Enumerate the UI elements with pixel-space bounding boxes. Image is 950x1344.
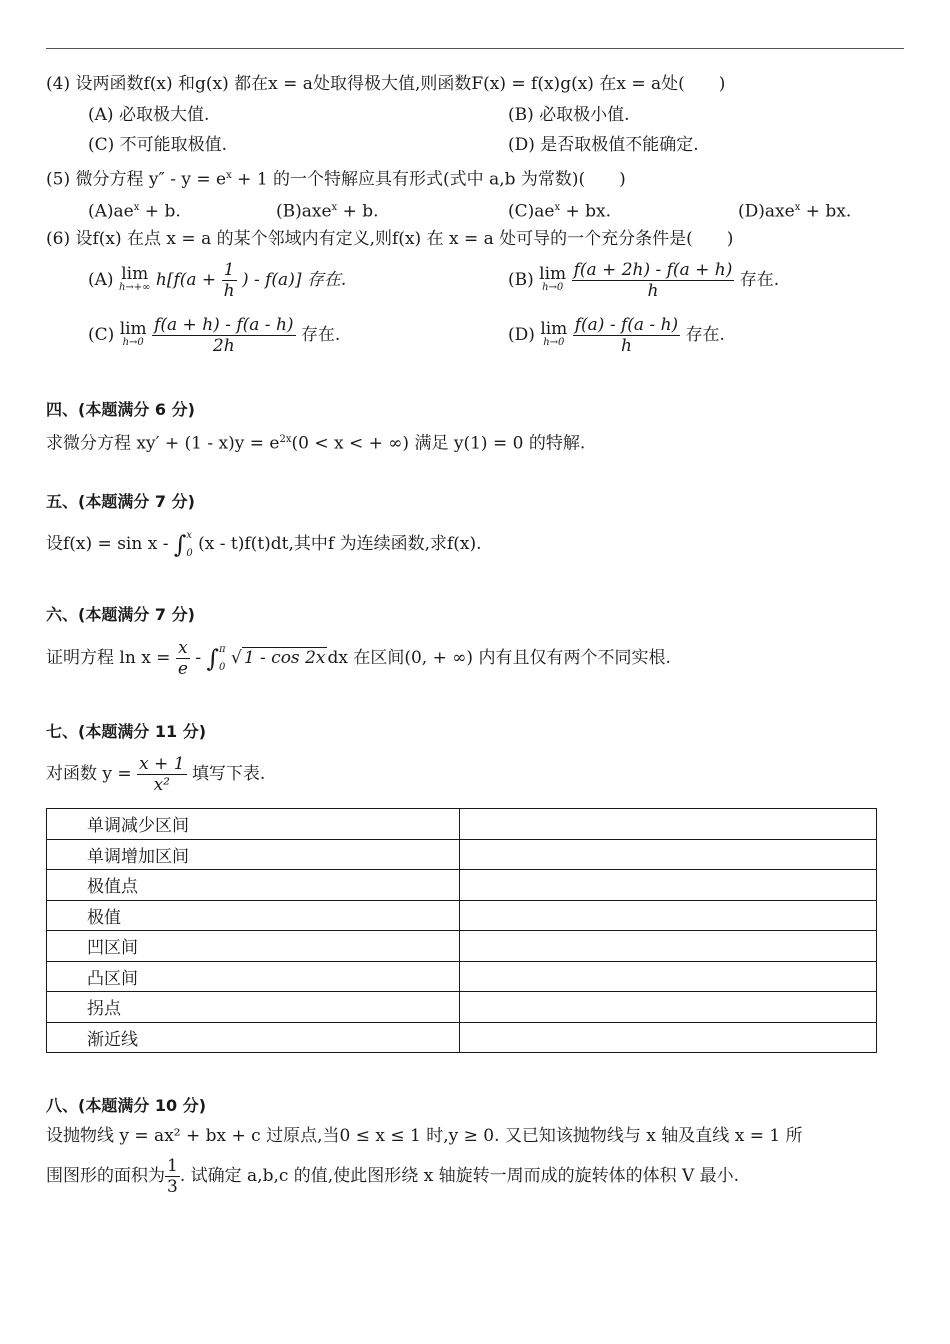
answer-cell[interactable] — [460, 809, 877, 840]
q6-option-b: (B) lim h→0 $\frac{f(a + 2h) - f(a + h)}{h}$ 存在. — [508, 260, 780, 301]
q4-stem: (4) 设两函数f(x) 和g(x) 都在x = a处取得极大值,则函数F(x) = f(x)g(x) 在x = a处( ) — [46, 74, 726, 94]
row-label: 凸区间 — [47, 961, 460, 992]
section-4-body: 求微分方程 $xy' + (1 - x)y = e^{2x}(0 < x$ < + ∞) 满足 y(1) = 0 的特解. — [46, 433, 586, 454]
q4-option-a: (A) 必取极大值. — [88, 105, 210, 125]
table-row — [47, 900, 877, 931]
q6-option-d: (D) lim h→0 $\frac{f(a) - f(a - h)}{h}$ 存在. — [508, 315, 725, 356]
section-7-body: 对函数 y = $\frac{x + 1}{\text{x²}}$ 填写下表. — [46, 754, 266, 795]
answer-cell[interactable] — [460, 961, 877, 992]
q6-option-c: (C) lim h→0 $\frac{f(a + h) - f(a - h)}{2h}$ 存在. — [88, 315, 341, 356]
q4-option-c: (C) 不可能取极值. — [88, 135, 228, 155]
q5-option-b: (B)axe$^x$ + b. — [276, 201, 379, 222]
limit-operator: lim h→0 — [539, 263, 567, 293]
row-label: 渐近线 — [47, 1022, 460, 1053]
section-8-title: 八、(本题满分 10 分) — [46, 1096, 207, 1115]
q6-option-a: (A) lim h→+∞ h[f(a + $\frac{1}{h}$ ) - f(a)] 存在. — [88, 260, 347, 301]
fraction: $\frac{f(a + h) - f(a - h)}{2h}$ — [154, 315, 294, 356]
answer-cell[interactable] — [460, 870, 877, 901]
sqrt-sign: √ — [230, 648, 242, 668]
table-row — [47, 809, 877, 840]
row-label: 拐点 — [47, 992, 460, 1023]
limit-operator: lim h→0 — [540, 318, 568, 348]
section-5-title: 五、(本题满分 7 分) — [46, 492, 195, 511]
table-row — [47, 870, 877, 901]
answer-cell[interactable] — [460, 931, 877, 962]
row-label: 单调减少区间 — [47, 809, 460, 840]
fraction: $\frac{1}{h}$ — [223, 260, 235, 301]
section-8-line-2: 围图形的面积为 $\frac{1}{3}$ . 试确定 a,b,c 的值,使此图形绕 x 轴旋转一周而成的旋转体的体积 V 最小. — [46, 1156, 740, 1197]
q4-option-d: (D) 是否取极值不能确定. — [508, 135, 699, 155]
q6-stem: (6) 设f(x) 在点 x = a 的某个邻域内有定义,则f(x) 在 x = a 处可导的一个充分条件是( ) — [46, 229, 734, 249]
table-row — [47, 961, 877, 992]
q5-option-c: $(C)ae^x$ + bx. — [508, 201, 612, 222]
q5-option-d: (D)axe$^x$ + bx. — [738, 201, 852, 222]
fraction: $\frac{1}{3}$ — [167, 1156, 178, 1197]
fraction: $\frac{f(a + 2h) - f(a + h)}{h}$ — [573, 260, 733, 301]
q5-stem: (5) 微分方程 $y'' - y = e^x + 1$ 的一个特解应具有形式(式中 a,b 为常数)( ) — [46, 169, 626, 190]
fraction: $\frac{f(a) - f(a - h)}{h}$ — [574, 315, 679, 356]
limit-operator: lim h→+∞ — [118, 263, 151, 293]
section-4-title: 四、(本题满分 6 分) — [46, 400, 195, 419]
row-label: 单调增加区间 — [47, 839, 460, 870]
table-row — [47, 992, 877, 1023]
answer-cell[interactable] — [460, 992, 877, 1023]
section-6-title: 六、(本题满分 7 分) — [46, 605, 195, 624]
row-label: 凹区间 — [47, 931, 460, 962]
q4-option-b: (B) 必取极小值. — [508, 105, 630, 125]
section-6-body: 证明方程 ln x = $\frac{x}{e}$ - ∫ π 0 √ 1 - cos 2x dx 在区间(0, + ∞) 内有且仅有两个不同实根. — [46, 638, 671, 679]
section-7-title: 七、(本题满分 11 分) — [46, 722, 207, 741]
table-row — [47, 839, 877, 870]
integral-sign: ∫ — [206, 644, 219, 673]
limit-operator: lim h→0 — [119, 318, 147, 348]
integral-sign: ∫ — [173, 530, 187, 559]
row-label: 极值点 — [47, 870, 460, 901]
answer-cell[interactable] — [460, 839, 877, 870]
q5-option-a: $(A)ae^x + b$. — [88, 201, 181, 222]
fraction: $\frac{x}{e}$ — [177, 638, 188, 679]
function-properties-table — [46, 808, 877, 1053]
top-rule — [46, 48, 904, 49]
section-8-line-1: 设抛物线 y = ax² + bx + c 过原点,当0 ≤ x ≤ 1 时,y ≥ 0. 又已知该抛物线与 x 轴及直线 x = 1 所 — [46, 1126, 803, 1146]
row-label: 极值 — [47, 900, 460, 931]
section-5-body: 设f(x) = sin x - ∫ x 0 (x - t)f(t)dt,其中f 为连续函数,求f(x). — [46, 529, 482, 559]
table-row — [47, 931, 877, 962]
table-row — [47, 1022, 877, 1053]
fraction: $\frac{x + 1}{\text{x²}}$ — [139, 754, 185, 795]
answer-cell[interactable] — [460, 900, 877, 931]
answer-cell[interactable] — [460, 1022, 877, 1053]
